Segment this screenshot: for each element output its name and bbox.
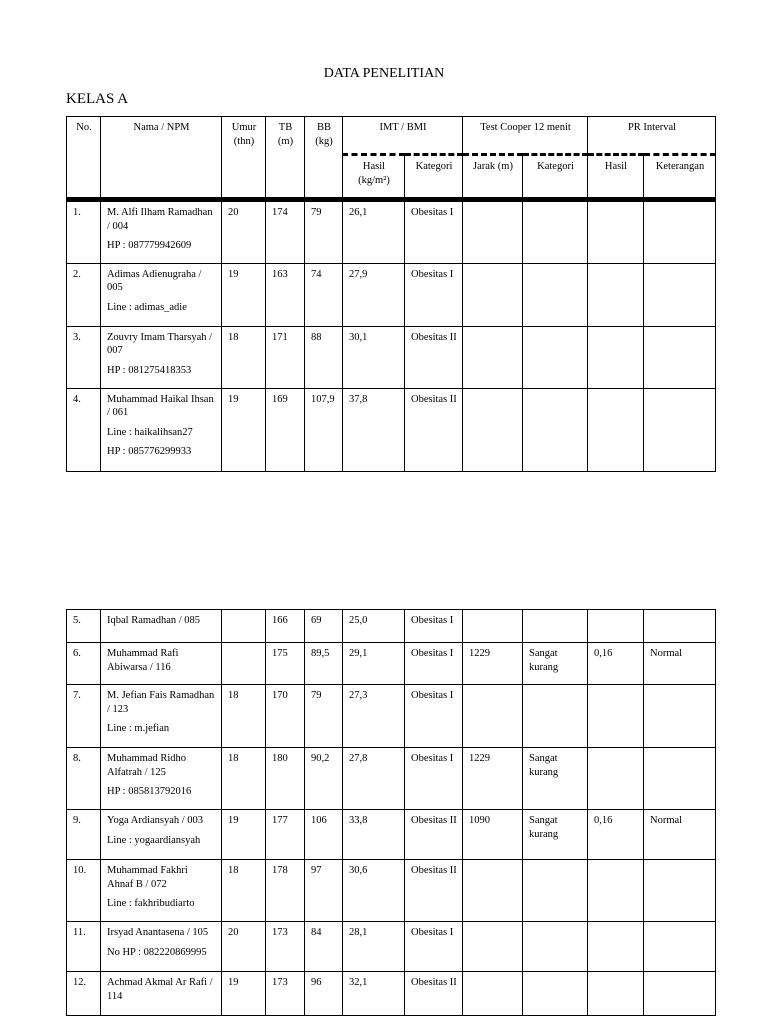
cell-nama	[101, 388, 222, 471]
cell-nama	[101, 860, 222, 922]
cell-no: 2.	[67, 263, 101, 326]
cell-kategori-cooper: Sangat kurang	[523, 643, 588, 685]
header-hasil-imt: Hasil (kg/m²)	[343, 155, 405, 198]
cell-bb: 90,2	[305, 748, 343, 810]
cell-imt: 32,1	[343, 972, 405, 1016]
cell-umur: 19	[222, 810, 266, 860]
class-label: KELAS A	[66, 91, 129, 107]
cell-keterangan	[644, 860, 716, 922]
cell-bb: 88	[305, 326, 343, 388]
cell-imt: 29,1	[343, 643, 405, 685]
cell-no: 11.	[67, 922, 101, 972]
cell-kategori-cooper	[523, 972, 588, 1016]
student-name: Yoga Ardiansyah / 003	[107, 815, 204, 826]
cell-jarak	[463, 922, 523, 972]
cell-imt: 30,1	[343, 326, 405, 388]
cell-keterangan	[644, 326, 716, 388]
cell-tb: 173	[266, 972, 305, 1016]
cell-jarak	[463, 326, 523, 388]
cell-kategori-cooper	[523, 922, 588, 972]
cell-imt: 28,1	[343, 922, 405, 972]
cell-no: 7.	[67, 685, 101, 748]
table-row	[67, 810, 716, 860]
cell-keterangan	[644, 610, 716, 643]
cell-kategori-imt: Obesitas II	[405, 860, 463, 922]
cell-umur	[222, 610, 266, 643]
student-contact: Line : fakhribudiarto	[107, 898, 195, 910]
student-name: Iqbal Ramadhan / 085	[107, 615, 201, 626]
cell-tb: 175	[266, 643, 305, 685]
cell-imt: 30,6	[343, 860, 405, 922]
header-hasil-pr: Hasil	[588, 155, 644, 198]
cell-nama	[101, 810, 222, 860]
header-nama: Nama / NPM	[101, 117, 222, 198]
cell-no: 10.	[67, 860, 101, 922]
cell-keterangan	[644, 388, 716, 471]
cell-keterangan	[644, 200, 716, 263]
cell-hasil-pr	[588, 922, 644, 972]
cell-bb: 97	[305, 860, 343, 922]
cell-imt: 27,9	[343, 263, 405, 326]
cell-hasil-pr	[588, 263, 644, 326]
header-imt: IMT / BMI	[343, 117, 463, 155]
cell-kategori-cooper: Sangat kurang	[523, 810, 588, 860]
student-contact: Line : haikalihsan27	[107, 426, 193, 438]
table-row	[67, 748, 716, 810]
student-contact: HP : 085813792016	[107, 786, 192, 798]
student-contact: HP : 085776299933	[107, 446, 192, 458]
cell-jarak	[463, 200, 523, 263]
cell-nama	[101, 972, 222, 1016]
cell-kategori-imt: Obesitas II	[405, 388, 463, 471]
cell-keterangan	[644, 748, 716, 810]
cell-hasil-pr	[588, 610, 644, 643]
cell-kategori-cooper	[523, 263, 588, 326]
cell-keterangan	[644, 922, 716, 972]
table-row	[67, 643, 716, 685]
cell-umur: 18	[222, 860, 266, 922]
cell-keterangan	[644, 972, 716, 1016]
cell-umur: 19	[222, 972, 266, 1016]
cell-imt: 25,0	[343, 610, 405, 643]
table-row	[67, 860, 716, 922]
cell-bb: 74	[305, 263, 343, 326]
cell-kategori-cooper	[523, 326, 588, 388]
student-name: Muhammad Fakhri Ahnaf B / 072	[107, 865, 188, 890]
header-kategori-cooper: Kategori	[523, 155, 588, 198]
cell-no: 1.	[67, 200, 101, 263]
cell-imt: 27,8	[343, 748, 405, 810]
cell-hasil-pr: 0,16	[588, 643, 644, 685]
student-contact: Line : m.jefian	[107, 723, 170, 735]
cell-kategori-imt: Obesitas I	[405, 922, 463, 972]
cell-kategori-imt: Obesitas I	[405, 643, 463, 685]
student-contact: HP : 087779942609	[107, 240, 192, 252]
cell-kategori-imt: Obesitas I	[405, 748, 463, 810]
cell-imt: 27,3	[343, 685, 405, 748]
student-name: Muhammad Rafi Abiwarsa / 116	[107, 648, 179, 673]
cell-keterangan: Normal	[644, 643, 716, 685]
student-contact: HP : 081275418353	[107, 364, 192, 376]
cell-bb: 79	[305, 685, 343, 748]
cell-nama	[101, 326, 222, 388]
cell-tb: 166	[266, 610, 305, 643]
cell-imt: 37,8	[343, 388, 405, 471]
cell-tb: 173	[266, 922, 305, 972]
cell-kategori-cooper	[523, 860, 588, 922]
student-name: Muhammad Ridho Alfatrah / 125	[107, 753, 187, 778]
cell-hasil-pr	[588, 860, 644, 922]
cell-hasil-pr	[588, 972, 644, 1016]
rows-part-2	[67, 610, 716, 1016]
cell-no: 9.	[67, 810, 101, 860]
cell-kategori-cooper	[523, 685, 588, 748]
cell-tb: 180	[266, 748, 305, 810]
cell-nama	[101, 200, 222, 263]
student-contact: Line : yogaardiansyah	[107, 834, 201, 846]
cell-hasil-pr	[588, 748, 644, 810]
table-row	[67, 922, 716, 972]
table-row	[67, 610, 716, 643]
cell-no: 6.	[67, 643, 101, 685]
cell-bb: 96	[305, 972, 343, 1016]
cell-imt: 33,8	[343, 810, 405, 860]
cell-nama	[101, 643, 222, 685]
cell-bb: 79	[305, 200, 343, 263]
header-no: No.	[67, 117, 101, 198]
cell-tb: 170	[266, 685, 305, 748]
cell-umur: 20	[222, 200, 266, 263]
cell-hasil-pr	[588, 326, 644, 388]
cell-kategori-imt: Obesitas II	[405, 810, 463, 860]
cell-tb: 171	[266, 326, 305, 388]
cell-jarak	[463, 610, 523, 643]
research-table-part-1	[66, 116, 716, 472]
cell-umur: 18	[222, 326, 266, 388]
cell-no: 8.	[67, 748, 101, 810]
cell-hasil-pr: 0,16	[588, 810, 644, 860]
cell-hasil-pr	[588, 388, 644, 471]
table-row	[67, 326, 716, 388]
cell-kategori-cooper	[523, 388, 588, 471]
cell-kategori-imt: Obesitas I	[405, 200, 463, 263]
cell-kategori-imt: Obesitas II	[405, 326, 463, 388]
header-umur: Umur (thn)	[222, 117, 266, 198]
cell-kategori-cooper: Sangat kurang	[523, 748, 588, 810]
cell-bb: 84	[305, 922, 343, 972]
header-cooper: Test Cooper 12 menit	[463, 117, 588, 155]
student-contact: Line : adimas_adie	[107, 301, 187, 313]
cell-no: 12.	[67, 972, 101, 1016]
cell-tb: 169	[266, 388, 305, 471]
cell-nama	[101, 748, 222, 810]
table-row	[67, 685, 716, 748]
student-name: M. Jefian Fais Ramadhan / 123	[107, 690, 215, 715]
cell-jarak	[463, 263, 523, 326]
research-table-part-2	[66, 609, 716, 1016]
cell-umur: 19	[222, 388, 266, 471]
header-bb: BB (kg)	[305, 117, 343, 198]
cell-jarak: 1090	[463, 810, 523, 860]
header-tb: TB (m)	[266, 117, 305, 198]
cell-jarak: 1229	[463, 643, 523, 685]
cell-no: 3.	[67, 326, 101, 388]
student-name: Adimas Adienugraha / 005	[107, 268, 202, 294]
header-kategori-imt: Kategori	[405, 155, 463, 198]
student-name: Muhammad Haikal Ihsan / 061	[107, 393, 214, 419]
cell-bb: 106	[305, 810, 343, 860]
cell-hasil-pr	[588, 200, 644, 263]
cell-umur	[222, 643, 266, 685]
cell-umur: 20	[222, 922, 266, 972]
header-jarak: Jarak (m)	[463, 155, 523, 198]
table-row	[67, 263, 716, 326]
table-row	[67, 200, 716, 263]
student-name: M. Alfi Ilham Ramadhan / 004	[107, 207, 213, 232]
cell-no: 5.	[67, 610, 101, 643]
cell-keterangan: Normal	[644, 810, 716, 860]
student-name: Achmad Akmal Ar Rafi / 114	[107, 977, 213, 1002]
cell-tb: 163	[266, 263, 305, 326]
cell-nama	[101, 685, 222, 748]
cell-nama	[101, 263, 222, 326]
header-pr: PR Interval	[588, 117, 716, 155]
student-name: Zouvry Imam Tharsyah / 007	[107, 331, 213, 357]
rows-part-1	[67, 200, 716, 471]
cell-kategori-imt: Obesitas I	[405, 263, 463, 326]
cell-kategori-imt: Obesitas I	[405, 685, 463, 748]
cell-tb: 177	[266, 810, 305, 860]
cell-kategori-imt: Obesitas II	[405, 972, 463, 1016]
cell-keterangan	[644, 685, 716, 748]
cell-umur: 19	[222, 263, 266, 326]
cell-imt: 26,1	[343, 200, 405, 263]
cell-jarak	[463, 972, 523, 1016]
table-row	[67, 388, 716, 471]
student-name: Irsyad Anantasena / 105	[107, 927, 209, 938]
cell-jarak	[463, 388, 523, 471]
cell-bb: 107,9	[305, 388, 343, 471]
cell-bb: 89,5	[305, 643, 343, 685]
cell-tb: 178	[266, 860, 305, 922]
cell-kategori-cooper	[523, 610, 588, 643]
document-title: DATA PENELITIAN	[323, 66, 445, 81]
cell-jarak: 1229	[463, 748, 523, 810]
cell-tb: 174	[266, 200, 305, 263]
cell-jarak	[463, 860, 523, 922]
cell-keterangan	[644, 263, 716, 326]
cell-kategori-cooper	[523, 200, 588, 263]
cell-kategori-imt: Obesitas I	[405, 610, 463, 643]
header-keterangan: Keterangan	[644, 155, 716, 198]
cell-jarak	[463, 685, 523, 748]
student-contact: No HP : 082220869995	[107, 946, 207, 958]
cell-bb: 69	[305, 610, 343, 643]
cell-nama	[101, 610, 222, 643]
cell-hasil-pr	[588, 685, 644, 748]
cell-umur: 18	[222, 748, 266, 810]
cell-nama	[101, 922, 222, 972]
cell-no: 4.	[67, 388, 101, 471]
table-row	[67, 972, 716, 1016]
cell-umur: 18	[222, 685, 266, 748]
